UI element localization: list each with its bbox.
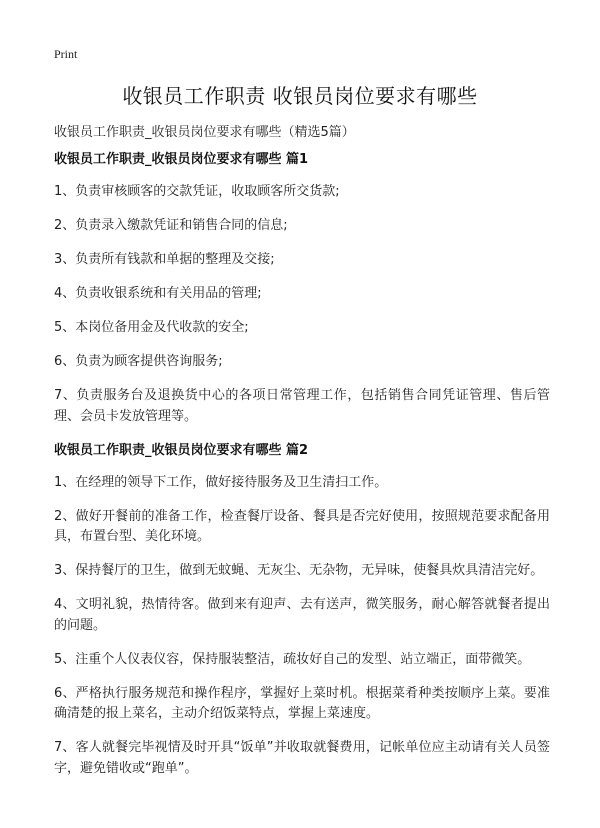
list-item: 5、注重个人仪表仪容，保持服装整洁，疏妆好自己的发型、站立端正，面带微笑。 (54, 651, 531, 667)
list-item: 4、负责收银系统和有关用品的管理; (54, 286, 262, 301)
page-title: 收银员工作职责 收银员岗位要求有哪些 (122, 84, 478, 108)
list-item: 1、在经理的领导下工作，做好接待服务及卫生清扫工作。 (54, 474, 388, 490)
list-item: 6、负责为顾客提供咨询服务; (54, 354, 223, 369)
list-item: 4、文明礼貌，热情待客。做到来有迎声、去有送声，微笑服务，耐心解答就餐者提出的问题。 (54, 597, 550, 633)
list-item: 3、负责所有钱款和单据的整理及交接; (54, 252, 275, 267)
section-1 (54, 150, 550, 427)
list-item: 7、负责服务台及退换货中心的各项日常管理工作，包括销售合同凭证管理、售后管理、会员卡发放管理等。 (54, 388, 550, 424)
list-item: 1、负责审核顾客的交款凭证，收取顾客所交货款; (54, 184, 340, 199)
section-2 (54, 441, 550, 780)
list-item: 2、做好开餐前的准备工作，检查餐厅设备、餐具是否完好使用，按照规范要求配备用具，布置台型、美化环境。 (54, 508, 550, 544)
list-item: 6、严格执行服务规范和操作程序，掌握好上菜时机。根据菜肴种类按顺序上菜。要准确清楚的报上菜名，主动介绍饭菜特点，掌握上菜速度。 (54, 685, 550, 721)
section-heading: 收银员工作职责_收银员岗位要求有哪些 篇2 (54, 442, 309, 458)
document-content (54, 150, 550, 793)
print-link[interactable]: Print (54, 47, 78, 61)
document-subtitle: 收银员工作职责_收银员岗位要求有哪些（精选5篇） (54, 125, 355, 140)
list-item: 7、客人就餐完毕视情及时开具“饭单”并收取就餐费用，记帐单位应主动请有关人员签字，避免错收或“跑单”。 (54, 740, 550, 776)
list-item: 5、本岗位备用金及代收款的安全; (54, 320, 249, 335)
list-item: 3、保持餐厅的卫生，做到无蚊蝇、无灰尘、无杂物，无异味，使餐具炊具清洁完好。 (54, 563, 544, 578)
list-item: 2、负责录入缴款凭证和销售合同的信息; (54, 218, 288, 233)
section-heading: 收银员工作职责_收银员岗位要求有哪些 篇1 (54, 152, 309, 167)
